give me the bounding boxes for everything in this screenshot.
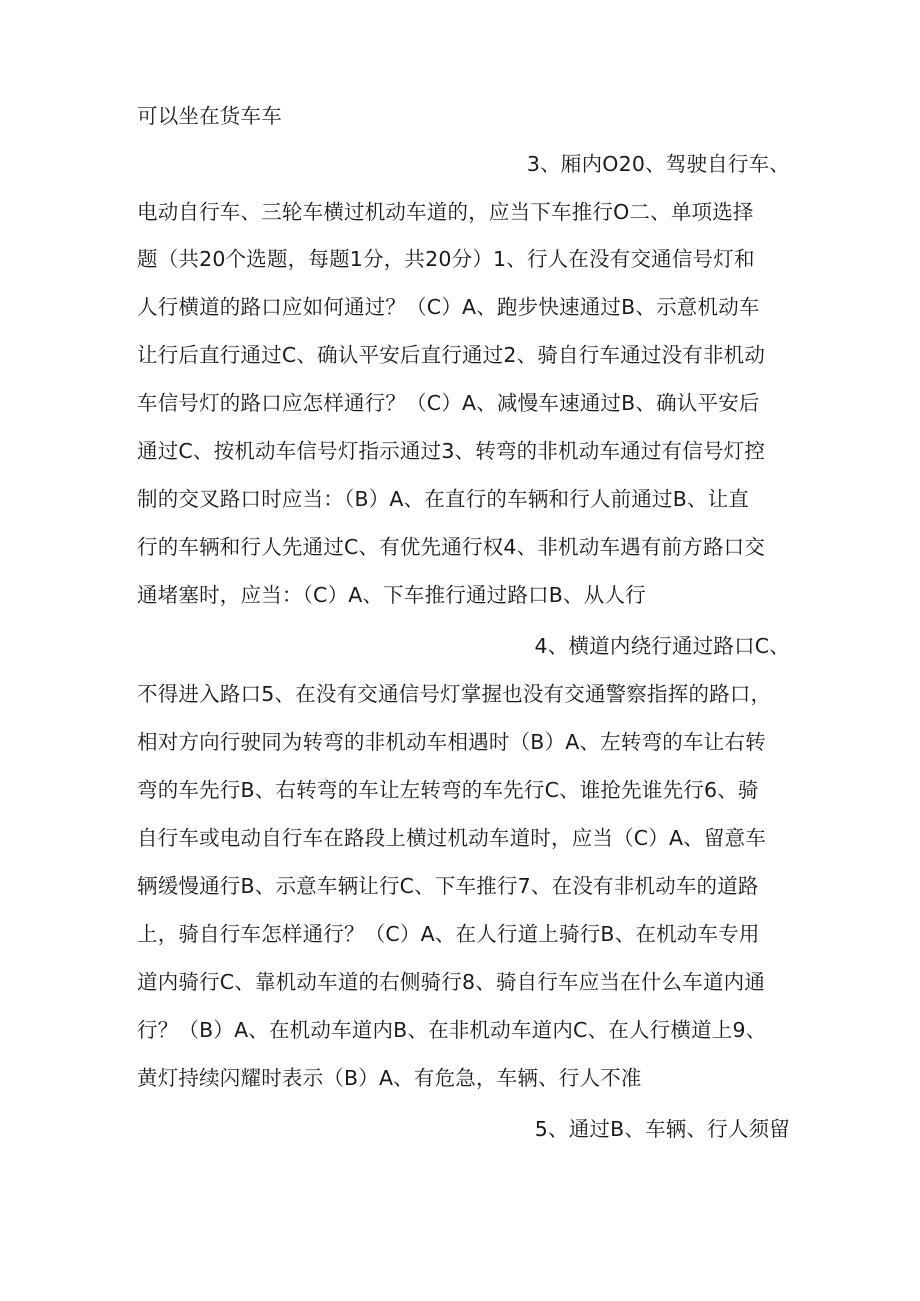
text-line: 行的车辆和行人先通过C、有优先通行权4、非机动车遇有前方路口交 <box>137 535 766 559</box>
text-line: 弯的车先行B、右转弯的车让左转弯的车先行C、谁抢先谁先行6、骑 <box>137 778 759 802</box>
text-line: 道内骑行C、靠机动车道的右侧骑行8、骑自行车应当在什么车道内通 <box>137 970 766 994</box>
text-line: 黄灯持续闪耀时表示（B）A、有危急，车辆、行人不准 <box>137 1066 642 1090</box>
text-line: 行？（B）A、在机动车道内B、在非机动车道内C、在人行横道上9、 <box>137 1018 767 1042</box>
text-line: 5、通过B、车辆、行人须留 <box>534 1117 790 1141</box>
text-line: 题（共20个选题，每题1分，共20分）1、行人在没有交通信号灯和 <box>137 247 755 271</box>
text-line: 辆缓慢通行B、示意车辆让行C、下车推行7、在没有非机动车的道路 <box>137 874 759 898</box>
text-line: 制的交叉路口时应当：（B）A、在直行的车辆和行人前通过B、让直 <box>137 487 750 511</box>
text-line: 电动自行车、三轮车横过机动车道的，应当下车推行O二、单项选择 <box>137 200 754 224</box>
text-line: 不得进入路口5、在没有交通信号灯掌握也没有交通警察指挥的路口， <box>137 682 772 706</box>
text-line: 通堵塞时，应当：（C）A、下车推行通过路口B、从人行 <box>137 583 646 607</box>
text-line: 可以坐在货车车 <box>137 104 282 128</box>
text-line: 车信号灯的路口应怎样通行？（C）A、减慢车速通过B、确认平安后 <box>137 391 760 415</box>
text-line: 自行车或电动自行车在路段上横过机动车道时，应当（C）A、留意车 <box>137 826 767 850</box>
text-line: 4、横道内绕行通过路口C、 <box>534 634 790 658</box>
text-line: 让行后直行通过C、确认平安后直行通过2、骑自行车通过没有非机动 <box>137 343 766 367</box>
text-line: 人行横道的路口应如何通过？（C）A、跑步快速通过B、示意机动车 <box>137 295 760 319</box>
text-line: 相对方向行驶同为转弯的非机动车相遇时（B）A、左转弯的车让右转 <box>137 730 766 754</box>
text-line: 3、厢内O20、驾驶自行车、 <box>526 152 790 176</box>
text-line: 通过C、按机动车信号灯指示通过3、转弯的非机动车通过有信号灯控 <box>137 439 766 463</box>
text-line: 上，骑自行车怎样通行？（C）A、在人行道上骑行B、在机动车专用 <box>137 922 760 946</box>
